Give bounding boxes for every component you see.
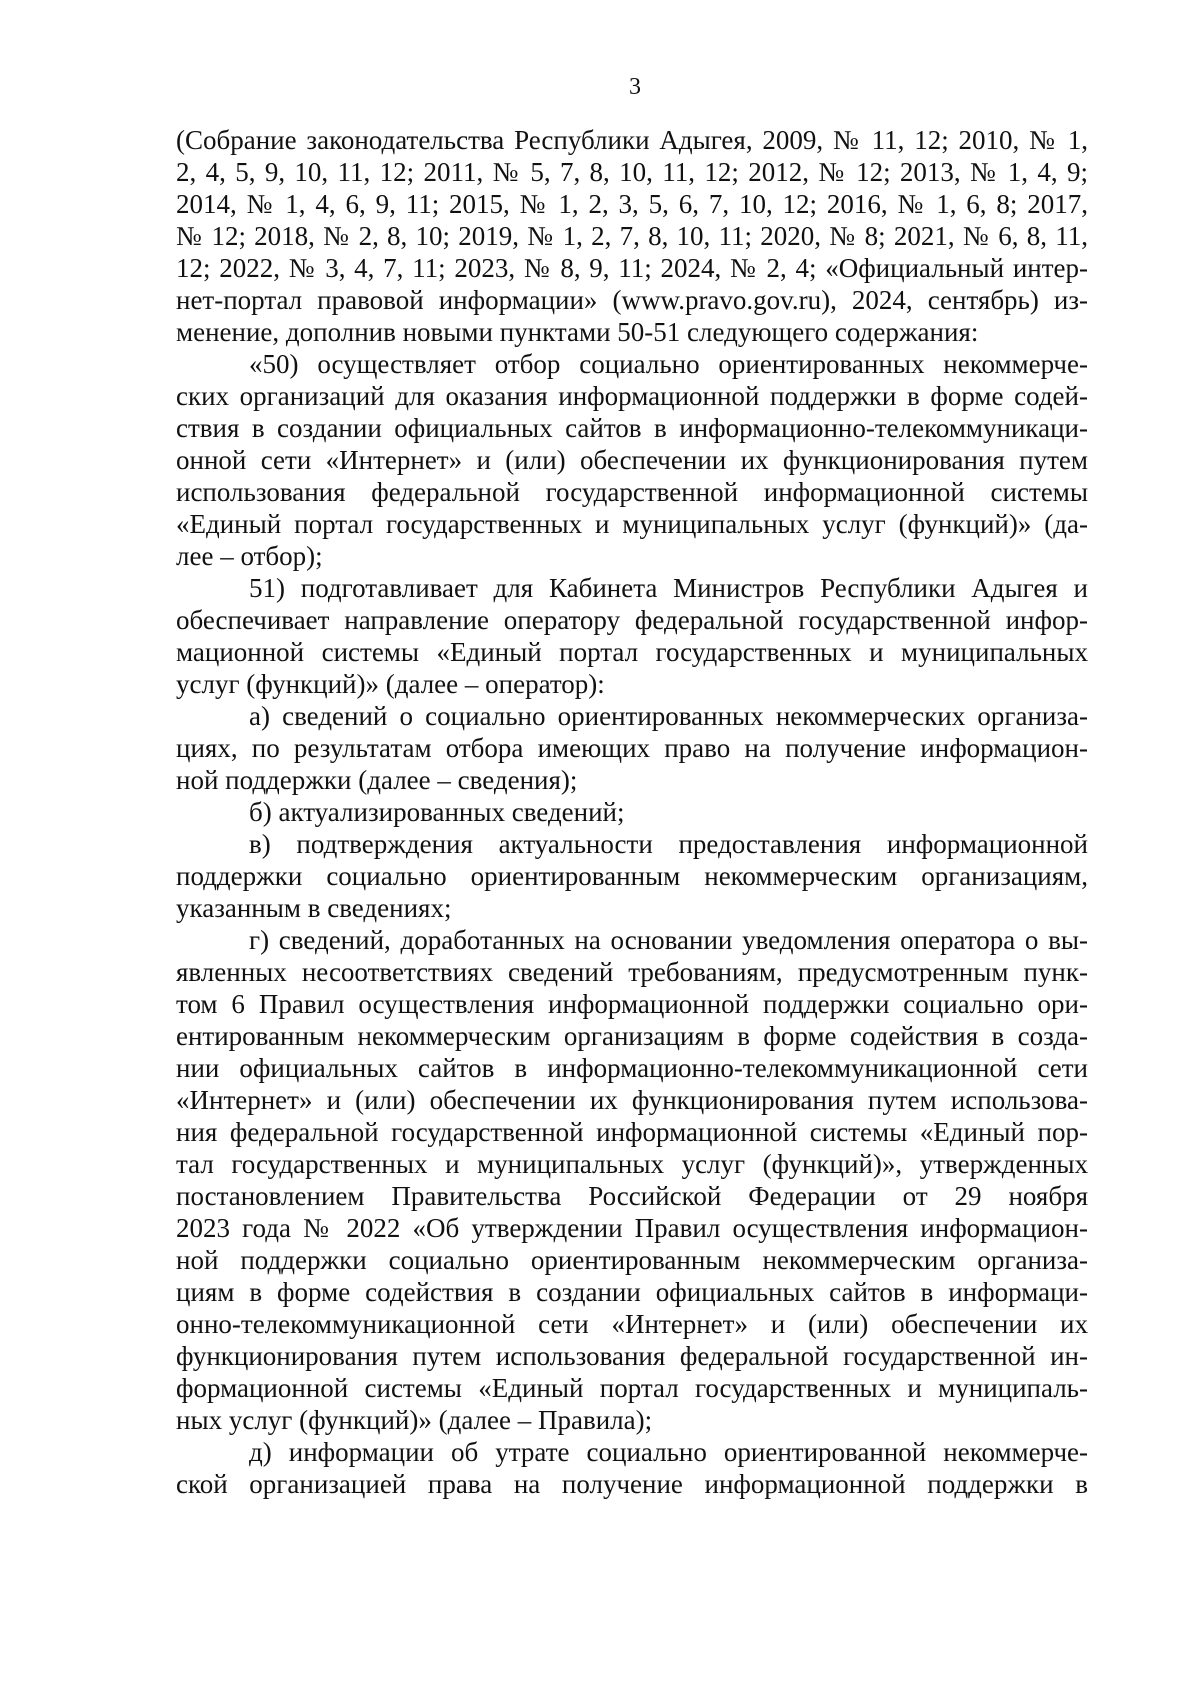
- text-line: 2, 4, 5, 9, 10, 11, 12; 2011, № 5, 7, 8, 10, 11, 12; 2012, № 12; 2013, № 1, 4, 9;: [176, 157, 1088, 187]
- page-number: 3: [629, 74, 641, 100]
- text-line: № 12; 2018, № 2, 8, 10; 2019, № 1, 2, 7, 8, 10, 11; 2020, № 8; 2021, № 6, 8, 11,: [176, 221, 1088, 251]
- text-line: (Собрание законодательства Республики Адыгея, 2009, № 11, 12; 2010, № 1,: [176, 125, 1088, 155]
- text-line: нии официальных сайтов в информационно-телекоммуникационной сети: [176, 1053, 1088, 1083]
- paragraph-first-line: «50) осуществляет отбор социально ориентированных некоммерче-: [249, 349, 1088, 379]
- paragraph-first-line: д) информации об утрате социально ориентированной некоммерче-: [249, 1437, 1088, 1467]
- text-line: менение, дополнив новыми пунктами 50-51 следующего содержания:: [176, 317, 979, 347]
- document-body: [176, 124, 1088, 1500]
- text-line: «Интернет» и (или) обеспечении их функционирования путем использова-: [176, 1085, 1088, 1115]
- paragraph-first-line: 51) подготавливает для Кабинета Министров Республики Адыгея и: [249, 573, 1088, 603]
- text-line: 12; 2022, № 3, 4, 7, 11; 2023, № 8, 9, 11; 2024, № 2, 4; «Официальный интер-: [176, 253, 1088, 283]
- text-line: использования федеральной государственной информационной системы: [176, 477, 1088, 507]
- text-line: 2014, № 1, 4, 6, 9, 11; 2015, № 1, 2, 3, 5, 6, 7, 10, 12; 2016, № 1, 6, 8; 2017,: [176, 189, 1088, 219]
- text-line: ной поддержки социально ориентированным некоммерческим организа-: [176, 1245, 1088, 1275]
- text-line: нет-портал правовой информации» (www.pravo.gov.ru), 2024, сентябрь) из-: [176, 285, 1088, 315]
- paragraph-first-line: г) сведений, доработанных на основании уведомления оператора о вы-: [249, 925, 1088, 955]
- text-line: «Единый портал государственных и муниципальных услуг (функций)» (да-: [176, 509, 1088, 539]
- text-line: онной сети «Интернет» и (или) обеспечении их функционирования путем: [176, 445, 1088, 475]
- text-line: циях, по результатам отбора имеющих право на получение информацион-: [176, 733, 1088, 763]
- text-line: мационной системы «Единый портал государственных и муниципальных: [176, 637, 1088, 667]
- text-line: указанным в сведениях;: [176, 893, 452, 923]
- text-line: ствия в создании официальных сайтов в информационно-телекоммуникаци-: [176, 413, 1088, 443]
- text-line: лее – отбор);: [176, 541, 323, 571]
- text-line: ных услуг (функций)» (далее – Правила);: [176, 1405, 653, 1435]
- text-line: ной поддержки (далее – сведения);: [176, 765, 578, 795]
- text-line: тал государственных и муниципальных услуг (функций)», утвержденных: [176, 1149, 1088, 1179]
- text-line: постановлением Правительства Российской Федерации от 29 ноября: [176, 1181, 1088, 1211]
- text-line: том 6 Правил осуществления информационной поддержки социально ори-: [176, 989, 1088, 1019]
- text-line: функционирования путем использования федеральной государственной ин-: [176, 1341, 1088, 1371]
- text-line: формационной системы «Единый портал государственных и муниципаль-: [176, 1373, 1088, 1403]
- text-line: ния федеральной государственной информационной системы «Единый пор-: [176, 1117, 1088, 1147]
- text-line: 2023 года № 2022 «Об утверждении Правил осуществления информацион-: [176, 1213, 1088, 1243]
- text-line: явленных несоответствиях сведений требованиям, предусмотренным пунк-: [176, 957, 1088, 987]
- text-line: ской организацией права на получение информационной поддержки в: [176, 1469, 1088, 1499]
- text-line: обеспечивает направление оператору федеральной государственной инфор-: [176, 605, 1088, 635]
- paragraph-first-line: в) подтверждения актуальности предоставления информационной: [249, 829, 1088, 859]
- paragraph-first-line: б) актуализированных сведений;: [249, 797, 625, 827]
- text-line: услуг (функций)» (далее – оператор):: [176, 669, 605, 699]
- text-line: поддержки социально ориентированным некоммерческим организациям,: [176, 861, 1088, 891]
- text-line: онно-телекоммуникационной сети «Интернет» и (или) обеспечении их: [176, 1309, 1088, 1339]
- text-line: циям в форме содействия в создании официальных сайтов в информаци-: [176, 1277, 1088, 1307]
- text-line: ентированным некоммерческим организациям в форме содействия в созда-: [176, 1021, 1088, 1051]
- paragraph-first-line: а) сведений о социально ориентированных некоммерческих организа-: [249, 701, 1088, 731]
- text-line: ских организаций для оказания информационной поддержки в форме содей-: [176, 381, 1088, 411]
